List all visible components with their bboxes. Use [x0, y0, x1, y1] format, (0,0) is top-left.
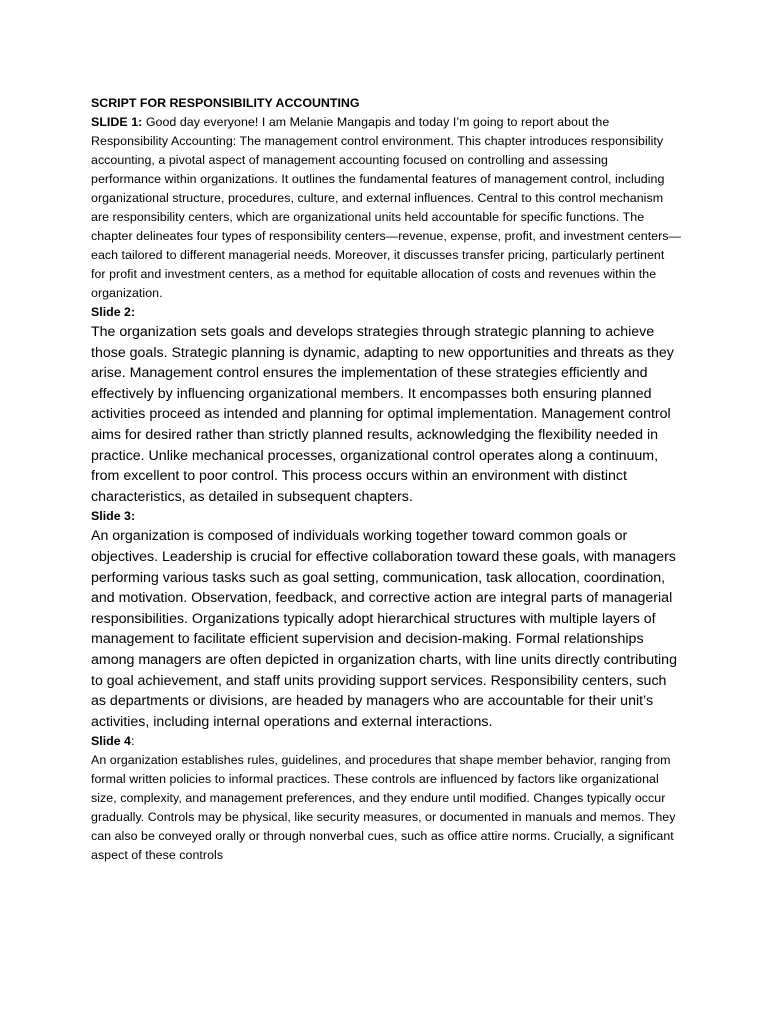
- document-title: SCRIPT FOR RESPONSIBILITY ACCOUNTING: [91, 96, 360, 110]
- document-page: [91, 94, 681, 865]
- slide-3-text: An organization is composed of individuals working together toward common goals or objectives. Leadership is crucial for effective collaboration toward these goals, with managers performing various tasks such as goal setting, communication, task allocation, coordination, and motivation. Observation, feedback, and corrective action are integral parts of managerial responsibilities. Organizations typically adopt hierarchical structures with multiple layers of management to facilitate efficient supervision and decision-making. Formal relationships among managers are often depicted in organization charts, with line units directly contributing to goal achievement, and staff units providing support services. Responsibility centers, such as departments or divisions, are headed by managers who are accountable for their unit’s activities, including internal operations and external interactions.: [91, 528, 677, 730]
- slide-1-label: SLIDE 1:: [91, 115, 143, 129]
- slide-2-text: The organization sets goals and develops strategies through strategic planning to achieve those goals. Strategic planning is dynamic, adapting to new opportunities and threats as they arise. Management control ensures the implementation of these strategies efficiently and effectively by influencing organizational members. It encompasses both ensuring planned activities proceed as intended and planning for optimal implementation. Management control aims for desired rather than strictly planned results, acknowledging the flexibility needed in practice. Unlike mechanical processes, organizational control operates along a continuum, from excellent to poor control. This process occurs within an environment with distinct characteristics, as detailed in subsequent chapters.: [91, 324, 674, 505]
- slide-1-text: Good day everyone! I am Melanie Mangapis and today I’m going to report about the Responsibility Accounting: The management control environment. This chapter introduces responsibility accounting, a pivotal aspect of management accounting focused on controlling and assessing performance within organizations. It outlines the fundamental features of management control, including organizational structure, procedures, culture, and external influences. Central to this control mechanism are responsibility centers, which are organizational units held accountable for specific functions. The chapter delineates four types of responsibility centers—revenue, expense, profit, and investment centers—each tailored to different managerial needs. Moreover, it discusses transfer pricing, particularly pertinent for profit and investment centers, as a method for equitable allocation of costs and revenues within the organization.: [91, 115, 681, 300]
- slide-4-label: Slide 4: [91, 734, 131, 749]
- slide-4-text: An organization establishes rules, guidelines, and procedures that shape member behavior, ranging from formal written policies to informal practices. These controls are influenced by factors like organizational size, complexity, and management preferences, and they endure until modified. Changes typically occur gradually. Controls may be physical, like security measures, or documented in manuals and memos. They can also be conveyed orally or through nonverbal cues, such as office attire norms. Crucially, a significant aspect of these controls: [91, 753, 676, 863]
- slide-1-paragraph: [91, 113, 681, 303]
- slide-4-heading: [91, 732, 681, 751]
- slide-4-label-colon: :: [130, 734, 135, 749]
- slide-2-heading: Slide 2:: [91, 305, 136, 319]
- slide-3-heading: Slide 3:: [91, 509, 136, 524]
